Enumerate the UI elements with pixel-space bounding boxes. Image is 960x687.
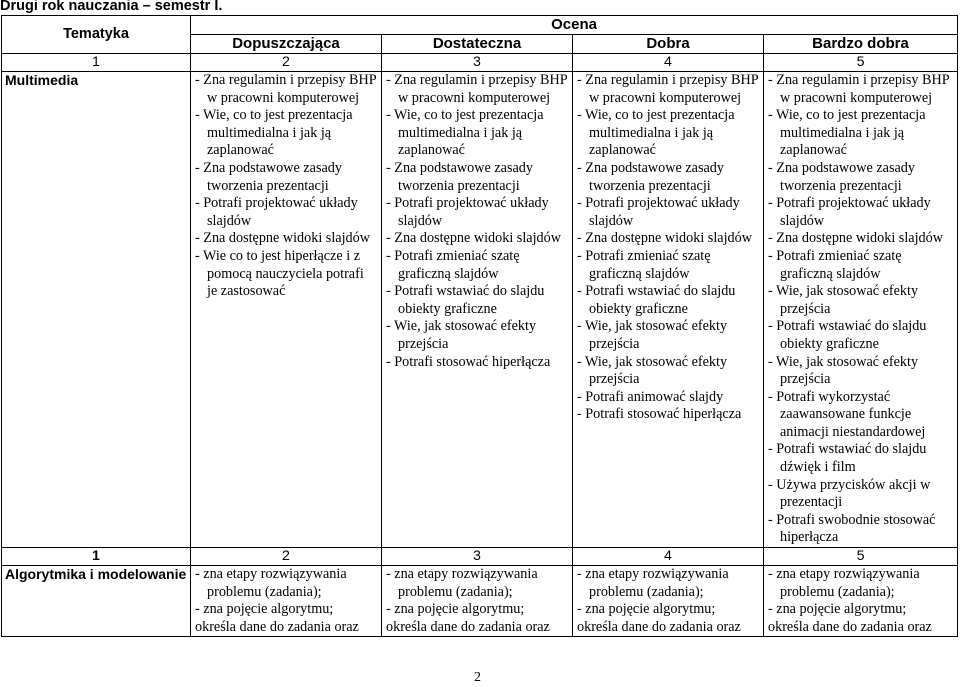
requirement-item: określa dane do zadania oraz (768, 618, 932, 635)
requirement-item: - Potrafi stosować hiperłącza (577, 406, 742, 423)
requirement-item: - Potrafi zmieniać szatę graficzną slajdów (386, 247, 520, 282)
requirements-cell (764, 566, 958, 637)
table-row-multimedia (2, 72, 958, 548)
requirement-item: - Potrafi swobodnie stosować hiperłącza (768, 511, 936, 546)
requirement-item: - zna etapy rozwiązywania problemu (zadania); (386, 566, 538, 600)
requirements-cell (382, 72, 573, 548)
column-number: 2 (191, 54, 382, 72)
grade-header: Dobra (573, 35, 764, 54)
requirement-item: - Potrafi wstawiać do slajdu obiekty graficzne (768, 318, 927, 352)
requirement-item: - Potrafi projektować układy slajdów (577, 195, 740, 229)
requirement-item: - zna etapy rozwiązywania problemu (zadania); (195, 566, 347, 600)
requirement-item: - zna pojęcie algorytmu; (195, 601, 334, 618)
requirements-cell (573, 566, 764, 637)
column-number: 2 (191, 548, 382, 566)
section-heading: Drugi rok nauczania – semestr I. (0, 0, 223, 14)
requirement-item: - Zna dostępne widoki slajdów (195, 230, 370, 247)
requirement-item: - Wie, jak stosować efekty przejścia (577, 318, 728, 352)
requirement-item: - Zna regulamin i przepisy BHP w pracowni komputerowej (768, 72, 950, 106)
requirement-item: - Wie, co to jest prezentacja multimedialna i jak ją zaplanować (195, 107, 353, 159)
requirement-item: - Potrafi zmieniać szatę graficzną slajdów (768, 247, 902, 282)
column-number: 5 (764, 54, 958, 72)
column-number: 4 (573, 54, 764, 72)
requirement-item: określa dane do zadania oraz (386, 618, 550, 635)
requirement-item: - Zna podstawowe zasady tworzenia prezentacji (195, 159, 342, 194)
grade-header: Bardzo dobra (764, 35, 958, 54)
requirement-item: - Potrafi wykorzystać zaawansowane funkcje animacji niestandardowej (768, 388, 926, 440)
requirement-item: - Potrafi animować slajdy (577, 388, 724, 405)
column-number: 4 (573, 548, 764, 566)
requirement-item: określa dane do zadania oraz (195, 618, 359, 635)
requirement-item: - Używa przycisków akcji w prezentacji (768, 476, 931, 511)
grade-header: Dopuszczająca (191, 35, 382, 54)
column-number: 5 (764, 548, 958, 566)
column-number: 1 (2, 548, 191, 566)
requirements-cell (191, 72, 382, 548)
requirement-item: - Zna dostępne widoki slajdów (577, 230, 752, 247)
requirement-item: - Wie, jak stosować efekty przejścia (768, 353, 919, 388)
requirement-item: - Potrafi stosować hiperłącza (386, 353, 551, 370)
requirement-item: - Wie, jak stosować efekty przejścia (577, 353, 728, 388)
topic-cell: Multimedia (2, 72, 191, 548)
requirement-item: - Potrafi wstawiać do slajdu obiekty graficzne (386, 283, 545, 317)
requirement-item: - Wie, co to jest prezentacja multimedialna i jak ją zaplanować (577, 107, 735, 159)
column-number: 3 (382, 54, 573, 72)
requirement-item: - Zna dostępne widoki slajdów (768, 230, 943, 247)
page-number: 2 (474, 670, 481, 685)
requirement-item: - Potrafi wstawiać do slajdu obiekty graficzne (577, 283, 736, 317)
requirement-item: - Wie co to jest hiperłącze i z pomocą nauczyciela potrafi je zastosować (195, 247, 364, 300)
requirement-item: - Wie, jak stosować efekty przejścia (768, 283, 919, 317)
requirement-item: - Zna regulamin i przepisy BHP w pracowni komputerowej (195, 72, 377, 106)
requirement-item: - Zna regulamin i przepisy BHP w pracowni komputerowej (386, 72, 568, 106)
requirement-item: określa dane do zadania oraz (577, 618, 741, 635)
requirements-cell (382, 566, 573, 637)
requirement-item: - Potrafi projektować układy slajdów (386, 195, 549, 229)
requirement-item: - Zna podstawowe zasady tworzenia prezentacji (577, 159, 724, 194)
requirement-item: - zna pojęcie algorytmu; (768, 601, 907, 618)
column-number: 1 (2, 54, 191, 72)
requirement-item: - Wie, co to jest prezentacja multimedialna i jak ją zaplanować (768, 107, 926, 159)
table-row-algorytmika (2, 566, 958, 637)
requirement-item: - Potrafi projektować układy slajdów (768, 195, 931, 229)
requirements-cell (573, 72, 764, 548)
requirement-item: - Wie, jak stosować efekty przejścia (386, 318, 537, 352)
requirement-item: - Zna regulamin i przepisy BHP w pracowni komputerowej (577, 72, 759, 106)
grading-table (1, 15, 958, 637)
requirement-item: - Zna podstawowe zasady tworzenia prezentacji (768, 159, 915, 194)
tematyka-header: Tematyka (2, 16, 191, 54)
topic-cell: Algorytmika i modelowanie (2, 566, 191, 637)
requirement-item: - Wie, co to jest prezentacja multimedialna i jak ją zaplanować (386, 107, 544, 159)
grade-header: Dostateczna (382, 35, 573, 54)
requirement-item: - Potrafi projektować układy slajdów (195, 195, 358, 229)
requirement-item: - zna pojęcie algorytmu; (386, 601, 525, 618)
requirements-cell (764, 72, 958, 548)
requirement-item: - Zna podstawowe zasady tworzenia prezentacji (386, 159, 533, 194)
requirements-cell (191, 566, 382, 637)
requirement-item: - Zna dostępne widoki slajdów (386, 230, 561, 247)
requirement-item: - Potrafi zmieniać szatę graficzną slajdów (577, 247, 711, 282)
requirement-item: - zna etapy rozwiązywania problemu (zadania); (768, 566, 920, 600)
requirement-item: - zna pojęcie algorytmu; (577, 601, 716, 618)
requirement-item: - Potrafi wstawiać do slajdu dźwięk i film (768, 441, 927, 476)
requirement-item: - zna etapy rozwiązywania problemu (zadania); (577, 566, 729, 600)
ocena-header: Ocena (191, 16, 958, 35)
column-number: 3 (382, 548, 573, 566)
